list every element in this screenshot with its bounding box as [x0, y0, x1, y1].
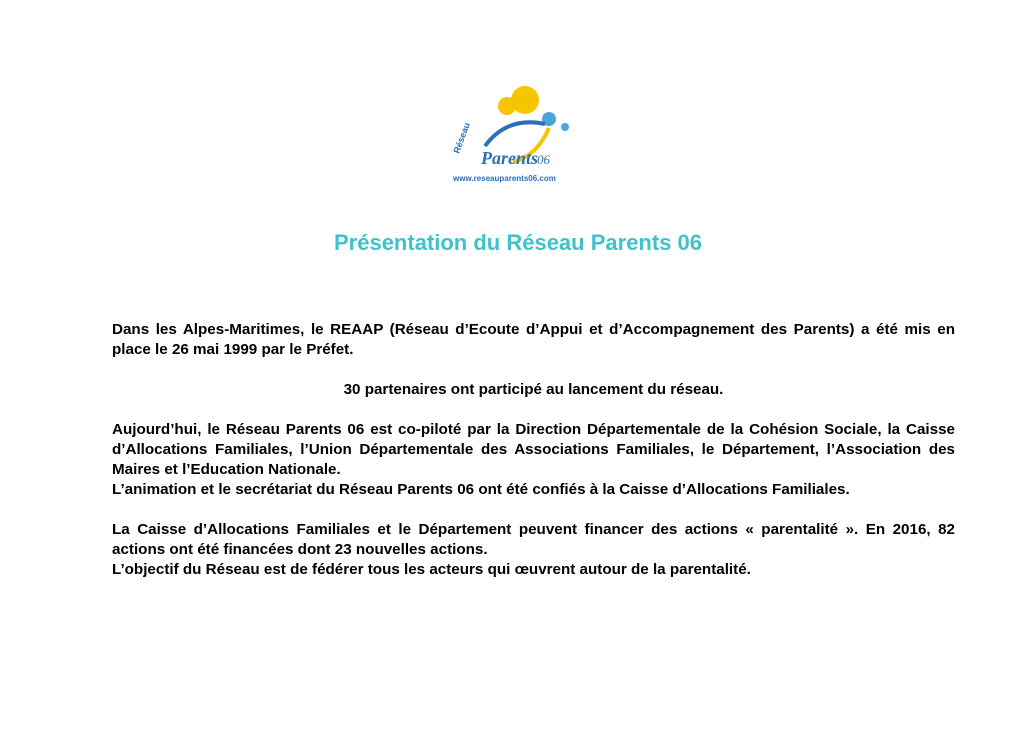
paragraph-partners: 30 partenaires ont participé au lancement du réseau. — [343, 381, 724, 398]
logo-blue-dot — [561, 123, 569, 131]
page-title: Présentation du Réseau Parents 06 — [333, 230, 703, 255]
logo-text-number: 06 — [537, 152, 550, 167]
logo-yellow-circle-large — [511, 86, 539, 114]
paragraph-co-pilotage: Aujourd’hui, le Réseau Parents 06 est co-piloté par la Direction Départementale de la Cohésion Sociale, la Caisse d’Allocations Familiales, l’Union Départementale des Associations Familiales, le Département, l’Association des Maires et l’Education Nationale. — [112, 421, 955, 478]
logo-yellow-circle-small — [498, 97, 516, 115]
logo-website-url: www.reseauparents06.com — [453, 174, 556, 183]
paragraph-reaap-intro: Dans les Alpes-Maritimes, le REAAP (Réseau d’Ecoute d’Appui et d’Accompagnement des Parents) a été mis en place le 26 mai 1999 par le Préfet. — [112, 321, 955, 358]
logo-text-reseau: Réseau — [451, 121, 472, 155]
logo-text-parents: Parents — [481, 148, 539, 168]
paragraph-financement: La Caisse d’Allocations Familiales et le Département peuvent financer des actions « parentalité ». En 2016, 82 actions ont été financées dont 23 nouvelles actions. — [112, 521, 955, 558]
paragraph-animation: L’animation et le secrétariat du Réseau Parents 06 ont été confiés à la Caisse d’Allocations Familiales. — [112, 481, 850, 498]
logo-swoosh-arc — [485, 122, 545, 146]
reseau-parents-logo — [445, 78, 595, 188]
logo-graphic — [445, 78, 595, 188]
main-content — [112, 320, 955, 580]
paragraph-objectif: L’objectif du Réseau est de fédérer tous les acteurs qui œuvrent autour de la parentalité. — [112, 561, 751, 578]
